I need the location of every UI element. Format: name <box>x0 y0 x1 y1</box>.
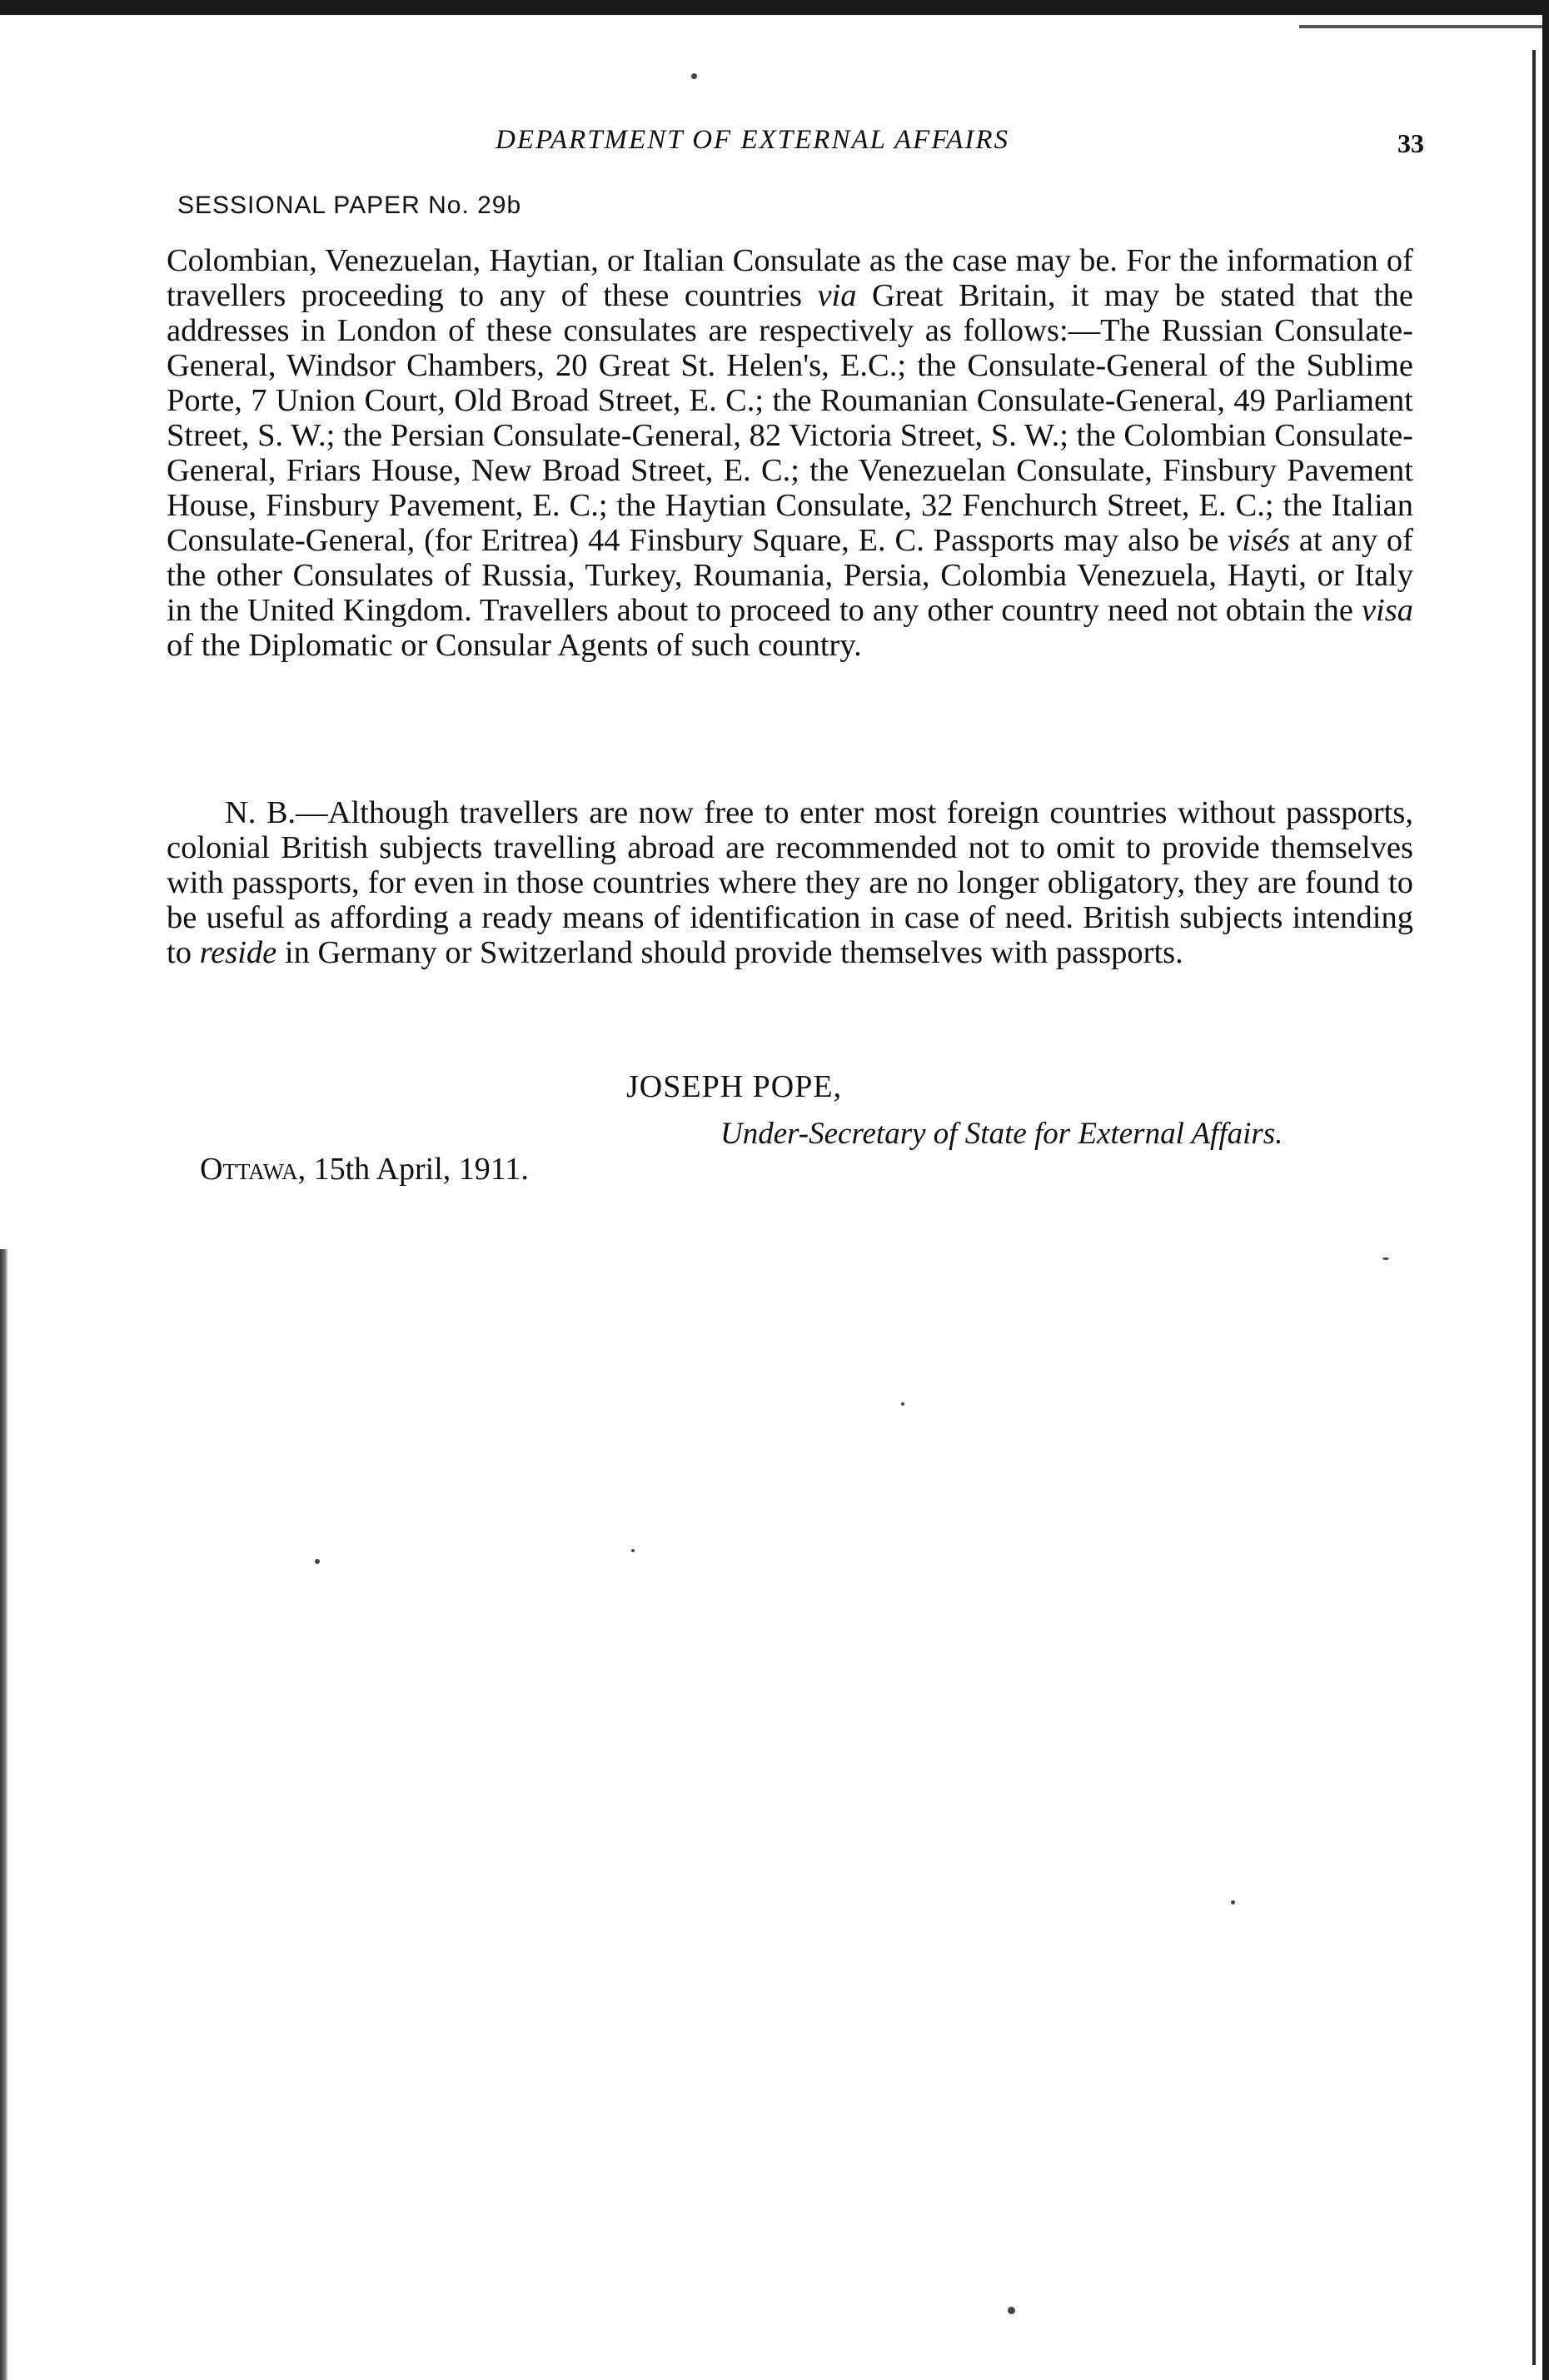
dateline-date: , 15th April, 1911. <box>297 1152 529 1187</box>
dateline <box>200 1151 529 1188</box>
paragraph-1-part-b: Great Britain, it may be stated that the addresses in London of these consulates are respectively as follows:—The Russian Consulate-General, Windsor Chambers, 20 Great St. Helen's, E.C.; the Consulate-General of the Sublime Porte, 7 Union Court, Old Broad Street, E. C.; the Roumanian Consulate-General, 49 Parliament Street, S. W.; the Persian Consulate-General, 82 Victoria Street, S. W.; the Colombian Consulate-General, Friars House, New Broad Street, E. C.; the Venezuelan Consulate, Finsbury Pavement House, Finsbury Pavement, E. C.; the Haytian Consulate, 32 Fenchurch Street, E. C.; the Italian Consulate-General, (for Eritrea) 44 Finsbury Square, E. C. Passports may also be <box>167 278 1413 558</box>
scan-speck <box>1382 1257 1389 1260</box>
scan-speck <box>1231 1900 1235 1904</box>
page-header <box>175 125 1424 175</box>
paragraph-consulates <box>167 243 1413 663</box>
scan-speck <box>315 1559 320 1564</box>
scan-border-left <box>0 1249 8 2380</box>
scan-speck <box>631 1549 635 1552</box>
scan-speck <box>691 73 697 79</box>
paragraph-1-em-vises: visés <box>1228 523 1291 558</box>
paragraph-2-part-a: N. B.—Although travellers are now free to enter most foreign countries without passports, colonial British subjects travelling abroad are recommended not to omit to provide themselves with passports, for even in those countries where they are no longer obligatory, they are found to be useful as affording a ready means of identification in case of need. British subjects intending to <box>167 795 1413 970</box>
paragraph-1-text <box>167 243 1413 663</box>
paragraph-2-em-reside: reside <box>199 935 277 970</box>
paragraph-1-em-visa: visa <box>1361 593 1413 628</box>
paragraph-1-part-a: Colombian, Venezuelan, Haytian, or Italian Consulate as the case may be. For the information of travellers proceeding to any of these countries <box>167 243 1413 313</box>
running-head: DEPARTMENT OF EXTERNAL AFFAIRS <box>496 125 1010 155</box>
signature-title: Under-Secretary of State for External Affairs. <box>720 1117 1283 1151</box>
scan-border-right <box>1542 0 1549 2380</box>
paragraph-1-em-via: via <box>817 278 857 313</box>
paragraph-2-text <box>167 795 1413 970</box>
paragraph-1-part-c: at any of the other Consulates of Russia, Turkey, Roumania, Persia, Colombia Venezuela, Hayti, or Italy in the United Kingdom. Travellers about to proceed to any other country need not obtain the <box>167 523 1413 628</box>
scan-border-line <box>1299 25 1549 28</box>
paragraph-nota-bene <box>167 795 1413 970</box>
dateline-place: Ottawa <box>200 1152 298 1187</box>
scan-speck <box>901 1402 904 1406</box>
paragraph-2-part-b: in Germany or Switzerland should provide themselves with passports. <box>276 935 1183 970</box>
scan-border-top <box>0 0 1549 15</box>
sessional-paper-label: SESSIONAL PAPER No. 29b <box>177 192 522 219</box>
scan-speck <box>1008 2307 1015 2314</box>
scan-border-right-inner <box>1532 50 1536 2365</box>
paragraph-1-part-d: of the Diplomatic or Consular Agents of such country. <box>167 628 862 663</box>
signature-name: JOSEPH POPE, <box>626 1069 843 1104</box>
page-number: 33 <box>1397 128 1424 158</box>
